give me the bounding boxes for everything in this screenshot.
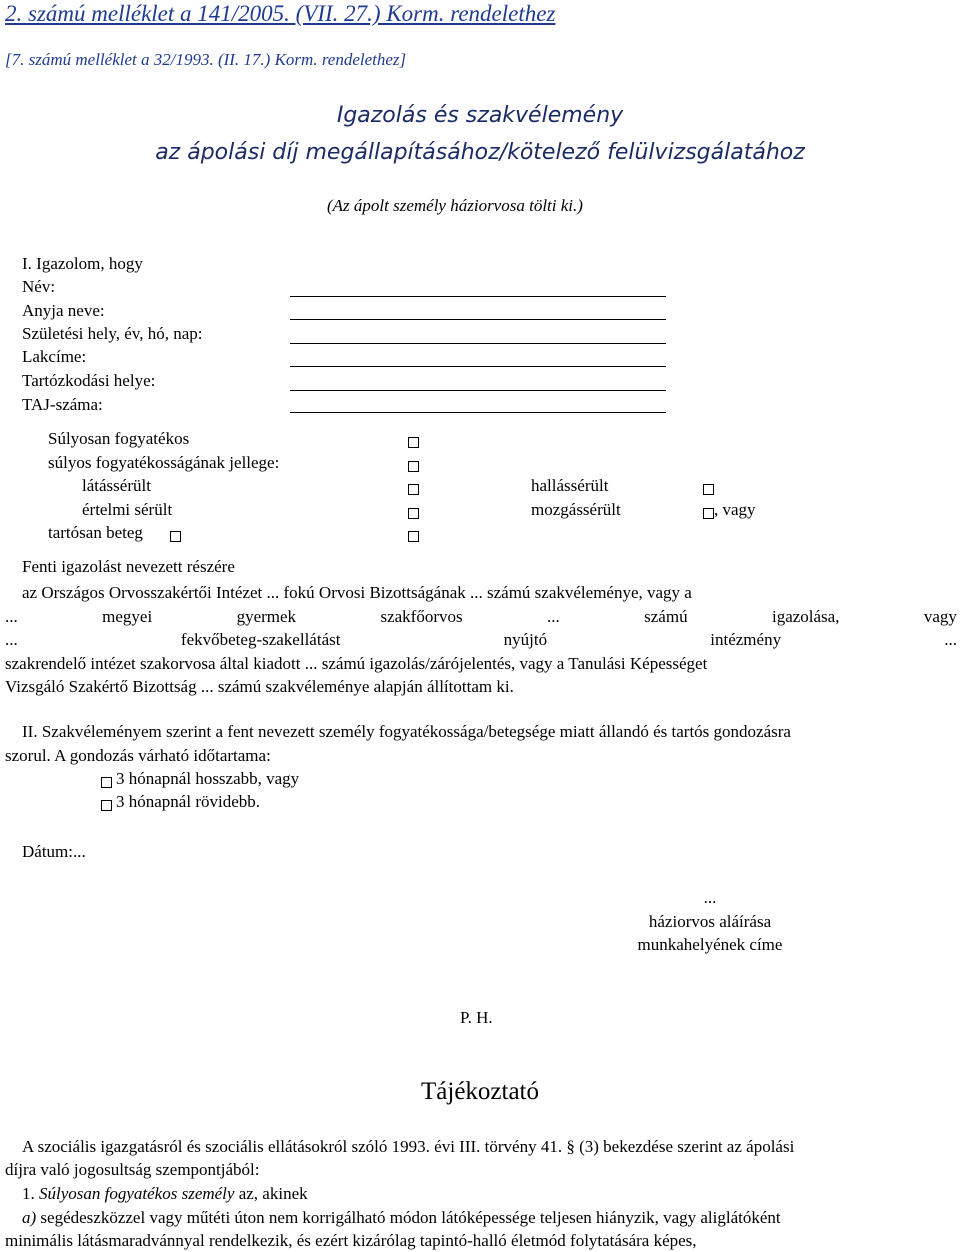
workplace-label: munkahelyének címe: [637, 935, 783, 954]
certification-paragraph: [5, 581, 957, 699]
chronic-label: tartósan beteg: [48, 523, 143, 542]
info-paragraph-1b: díjra való jogosultság szempontjából:: [5, 1160, 260, 1179]
cert-word: számú: [644, 606, 688, 626]
info-item-a-2: minimális látásmaradvánnyal rendelkezik, és ezért kizárólag tapintó-halló életmód folytatására képes,: [5, 1231, 697, 1250]
motor-label: mozgássérült: [531, 500, 621, 519]
disability-nature-label: súlyos fogyatékosságának jellege:: [48, 453, 280, 472]
old-annex-reference: [7. számú melléklet a 32/1993. (II. 17.) Korm. rendelethez]: [5, 50, 407, 69]
stamp-label: P. H.: [460, 1008, 493, 1027]
address-field[interactable]: [290, 366, 666, 367]
cert-word: ...: [547, 606, 560, 626]
cert-line-1-text: az Országos Orvosszakértői Intézet ... fokú Orvosi Bizottságának ... számú szakvéleménye, vagy a: [22, 583, 692, 602]
date-field[interactable]: Dátum:...: [22, 842, 86, 861]
cert-line-1: [5, 581, 957, 605]
item-a-text: segédeszközzel vagy műtéti úton nem korrigálható módon látóképessége teljesen hiányzik, vagy aliglátóként: [40, 1208, 781, 1227]
motor-checkbox[interactable]: [703, 508, 714, 519]
cert-word: fekvőbeteg-szakellátást: [180, 630, 341, 649]
visual-checkbox[interactable]: [408, 484, 419, 495]
mental-checkbox[interactable]: [408, 508, 419, 519]
info-paragraph-1: A szociális igazgatásról és szociális ellátásokról szóló 1993. évi III. törvény 41. § (3) bekezdése szerint az ápolási: [22, 1137, 795, 1156]
item1-number: 1.: [22, 1184, 35, 1203]
cert-word: vagy: [923, 606, 957, 626]
disability-nature-checkbox[interactable]: [408, 461, 419, 472]
duration-short-checkbox[interactable]: [101, 800, 112, 811]
section1-heading: I. Igazolom, hogy: [22, 254, 143, 273]
cert-word: gyermek: [236, 606, 297, 626]
address-label: Lakcíme:: [22, 347, 87, 366]
taj-field[interactable]: [290, 412, 666, 413]
mother-name-field[interactable]: [290, 319, 666, 320]
form-title-line2: az ápolási díj megállapításához/kötelező felülvizsgálatához: [155, 140, 805, 165]
severe-disability-checkbox[interactable]: [408, 437, 419, 448]
duration-long-label: 3 hónapnál hosszabb, vagy: [116, 769, 300, 788]
mother-name-label: Anyja neve:: [22, 301, 105, 320]
section2-text: II. Szakvéleményem szerint a fent nevezett személy fogyatékossága/betegsége miatt állandó és tartós gondozásra: [22, 722, 791, 741]
info-item-1: [22, 1184, 308, 1204]
section2-text-2: szorul. A gondozás várható időtartama:: [5, 746, 271, 765]
cert-word: intézmény: [710, 630, 782, 649]
cert-word: megyei: [102, 606, 153, 626]
signature-dots[interactable]: ...: [703, 888, 717, 907]
chronic-checkbox-2[interactable]: [408, 531, 419, 542]
form-subtitle: (Az ápolt személy háziorvosa tölti ki.): [327, 196, 583, 215]
residence-label: Tartózkodási helye:: [22, 371, 156, 390]
name-label: Név:: [22, 277, 56, 296]
cert-line-3: [5, 628, 957, 652]
form-title-line1: Igazolás és szakvélemény: [336, 103, 624, 128]
mental-label: értelmi sérült: [82, 500, 173, 519]
duration-long-checkbox[interactable]: [101, 777, 112, 788]
info-title: Tájékoztató: [421, 1078, 539, 1105]
visual-label: látássérült: [82, 476, 151, 495]
info-item-a: [22, 1208, 781, 1228]
cert-word: igazolása,: [771, 606, 840, 626]
severe-disability-label: Súlyosan fogyatékos: [48, 429, 190, 448]
birth-data-label: Születési hely, év, hó, nap:: [22, 324, 203, 343]
item1-emphasis: Súlyosan fogyatékos személy: [39, 1184, 235, 1203]
cert-line-2: [5, 605, 957, 629]
birth-data-field[interactable]: [290, 343, 666, 344]
hearing-label: hallássérült: [531, 476, 609, 495]
duration-short-label: 3 hónapnál rövidebb.: [116, 792, 260, 811]
item1-rest: az, akinek: [238, 1184, 308, 1203]
cert-word: nyújtó: [503, 630, 548, 649]
cert-line-5: Vizsgáló Szakértő Bizottság ... számú szakvéleménye alapján állítottam ki.: [5, 677, 514, 696]
certification-intro: Fenti igazolást nevezett részére: [22, 557, 235, 576]
or-suffix: , vagy: [714, 500, 756, 519]
annex-reference: 2. számú melléklet a 141/2005. (VII. 27.) Korm. rendelethez: [5, 1, 556, 26]
cert-word: ...: [5, 630, 18, 649]
cert-word: szakfőorvos: [380, 606, 463, 626]
cert-word: ...: [5, 606, 18, 626]
gp-signature-label: háziorvos aláírása: [648, 912, 772, 931]
item-a-letter: a): [22, 1208, 37, 1227]
residence-field[interactable]: [290, 390, 666, 391]
chronic-checkbox[interactable]: [170, 531, 181, 542]
name-field[interactable]: [290, 296, 666, 297]
cert-line-4-text: szakrendelő intézet szakorvosa által kiadott ... számú igazolás/zárójelentés, vagy a Tanulási Képességet: [5, 653, 708, 673]
taj-label: TAJ-száma:: [22, 395, 103, 414]
cert-line-4: [5, 652, 957, 676]
hearing-checkbox[interactable]: [703, 484, 714, 495]
cert-word: ...: [944, 630, 957, 649]
